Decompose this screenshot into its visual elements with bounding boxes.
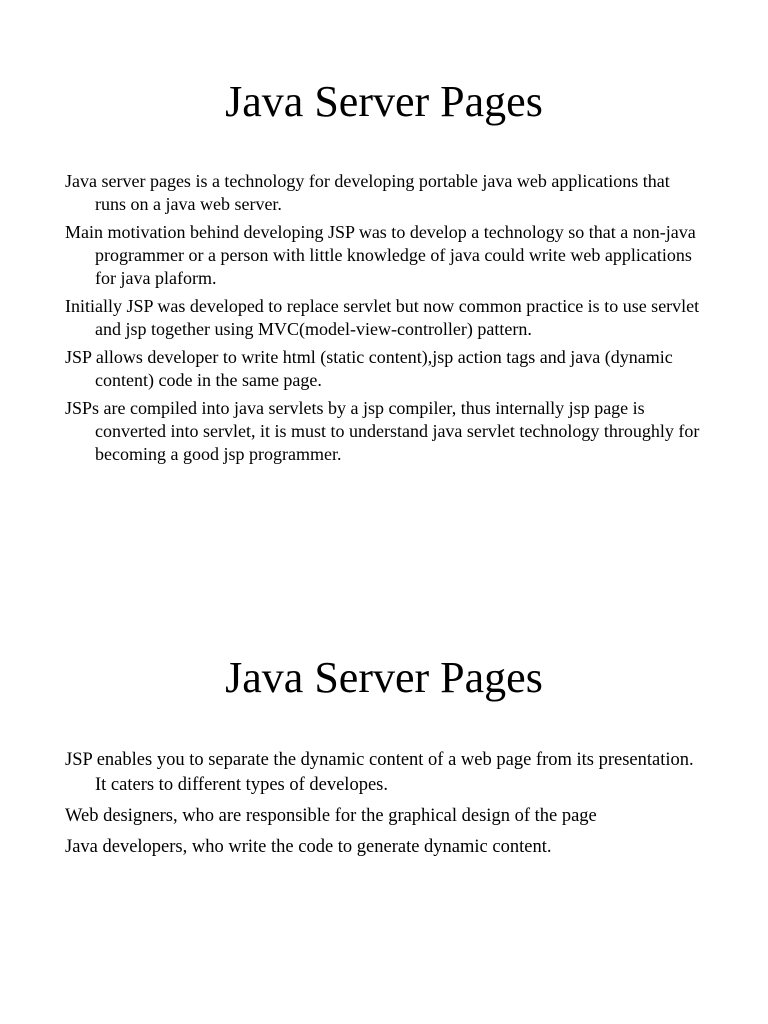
- bullet-item: Java developers, who write the code to generate dynamic content.: [65, 837, 552, 857]
- bullet-item: Initially JSP was developed to replace servlet but now common practice is to use servlet and jsp together using MVC(model-view-controller) pattern.: [65, 296, 700, 339]
- bullet-item: JSPs are compiled into java servlets by a jsp compiler, thus internally jsp page is converted into servlet, it is must to understand java servlet technology throughly for becoming a good jsp programmer.: [65, 398, 700, 464]
- slide-title: Java Server Pages: [225, 653, 543, 702]
- bullet-list: [65, 170, 705, 471]
- bullet-item: Main motivation behind developing JSP was to develop a technology so that a non-java programmer or a person with little knowledge of java could write web applications for java plaform.: [65, 222, 696, 288]
- slide-2: [0, 512, 768, 1024]
- slide-title: Java Server Pages: [225, 77, 543, 126]
- bullet-list: [65, 748, 705, 866]
- bullet-item: JSP allows developer to write html (static content),jsp action tags and java (dynamic content) code in the same page.: [65, 347, 673, 390]
- bullet-item: Java server pages is a technology for developing portable java web applications that runs on a java web server.: [65, 171, 670, 214]
- bullet-item: JSP enables you to separate the dynamic content of a web page from its presentation. It caters to different types of developes.: [65, 750, 694, 795]
- bullet-item: Web designers, who are responsible for the graphical design of the page: [65, 806, 597, 826]
